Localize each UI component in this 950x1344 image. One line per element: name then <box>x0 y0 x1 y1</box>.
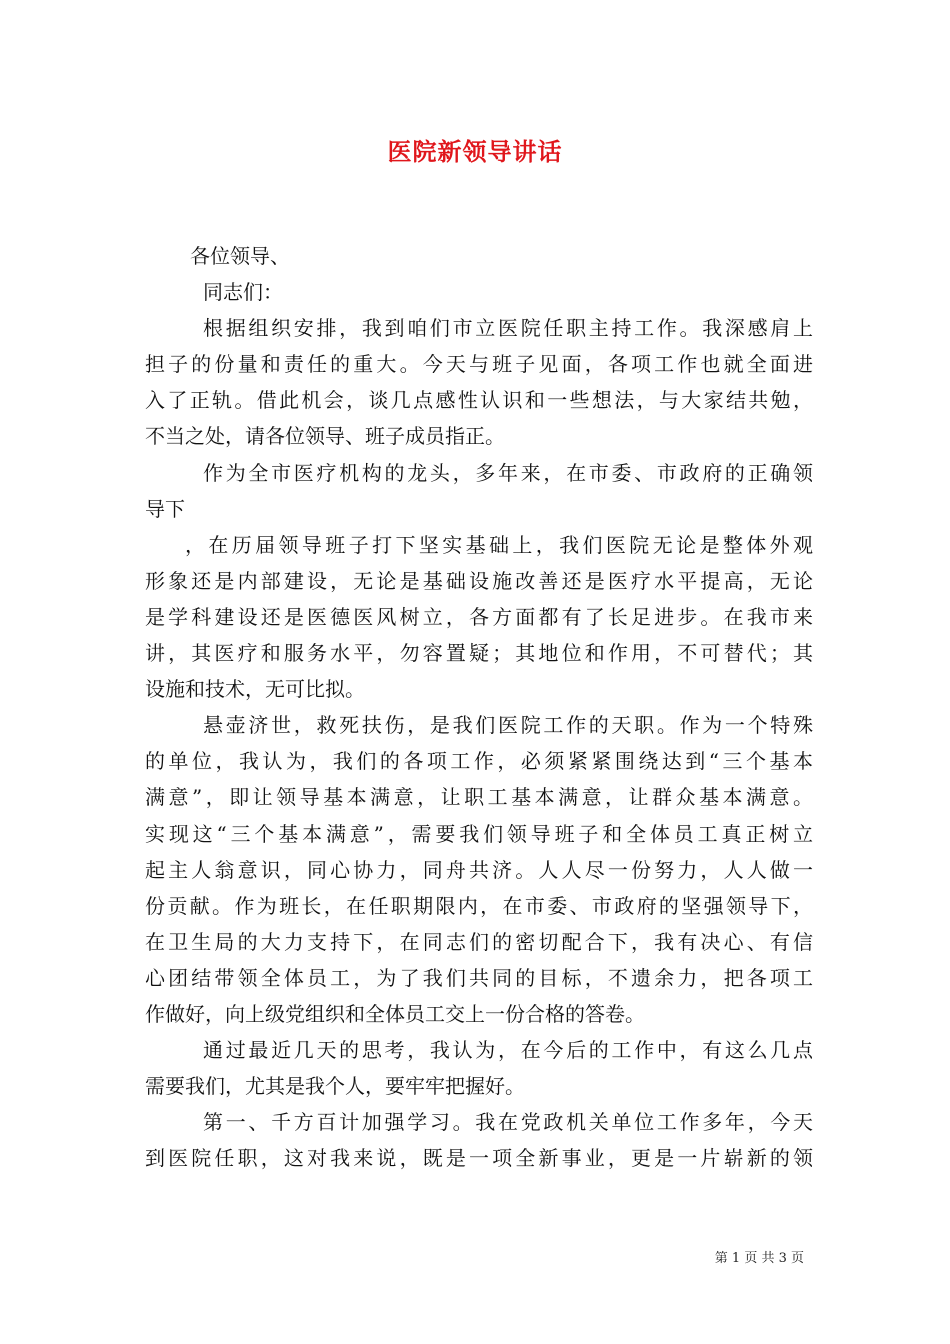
text-line: 通过最近几天的思考，我认为，在今后的工作中，有这么几点 <box>203 1038 813 1063</box>
text-line: 设施和技术，无可比拟。 <box>145 677 365 702</box>
text-line: 满意”，即让领导基本满意，让职工基本满意，让群众基本满意。 <box>145 785 813 810</box>
text-line: 导下 <box>145 496 185 521</box>
text-line: 作为全市医疗机构的龙头，多年来，在市委、市政府的正确领 <box>203 460 813 485</box>
text-line: 实现这“三个基本满意”，需要我们领导班子和全体员工真正树立 <box>145 821 813 846</box>
text-line: 第一、千方百计加强学习。我在党政机关单位工作多年，今天 <box>203 1110 813 1135</box>
paragraph <box>145 455 813 527</box>
salutation-line: 同志们： <box>203 280 283 305</box>
text-line: 不当之处，请各位领导、班子成员指正。 <box>145 424 505 449</box>
document-title: 医院新领导讲话 <box>387 137 563 166</box>
page-number: 第 1 页 共 3 页 <box>714 1251 804 1266</box>
paragraph <box>145 310 813 454</box>
text-line: 讲，其医疗和服务水平，勿容置疑；其地位和作用，不可替代；其 <box>145 641 813 666</box>
text-line: 起主人翁意识，同心协力，同舟共济。人人尽一份努力，人人做一 <box>145 857 813 882</box>
text-line: 作做好，向上级党组织和全体员工交上一份合格的答卷。 <box>145 1001 645 1026</box>
text-line: 到医院任职，这对我来说，既是一项全新事业，更是一片崭新的领 <box>145 1146 813 1171</box>
paragraph <box>145 1032 813 1104</box>
text-line: ，在历届领导班子打下坚实基础上，我们医院无论是整体外观 <box>185 532 813 557</box>
text-line: 入了正轨。借此机会，谈几点感性认识和一些想法，与大家结共勉， <box>145 388 813 413</box>
text-line: 是学科建设还是医德医风树立，各方面都有了长足进步。在我市来 <box>145 604 813 629</box>
text-line: 心团结带领全体员工，为了我们共同的目标，不遗余力，把各项工 <box>145 965 813 990</box>
text-line: 份贡献。作为班长，在任职期限内，在市委、市政府的坚强领导下， <box>145 893 813 918</box>
text-line: 担子的份量和责任的重大。今天与班子见面，各项工作也就全面进 <box>145 352 813 377</box>
text-line: 的单位，我认为，我们的各项工作，必须紧紧围绕达到“三个基本 <box>145 749 813 774</box>
paragraph <box>145 707 813 1032</box>
text-line: 悬壶济世，救死扶伤，是我们医院工作的天职。作为一个特殊 <box>203 713 813 738</box>
salutation-line: 各位领导、 <box>190 244 290 268</box>
paragraph <box>145 1104 813 1176</box>
document-body <box>145 238 813 1176</box>
paragraph <box>145 527 813 707</box>
text-line: 需要我们，尤其是我个人，要牢牢把握好。 <box>145 1074 525 1099</box>
text-line: 在卫生局的大力支持下，在同志们的密切配合下，我有决心、有信 <box>145 929 813 954</box>
text-line: 形象还是内部建设，无论是基础设施改善还是医疗水平提高，无论 <box>145 568 813 593</box>
text-line: 根据组织安排，我到咱们市立医院任职主持工作。我深感肩上 <box>203 316 813 341</box>
